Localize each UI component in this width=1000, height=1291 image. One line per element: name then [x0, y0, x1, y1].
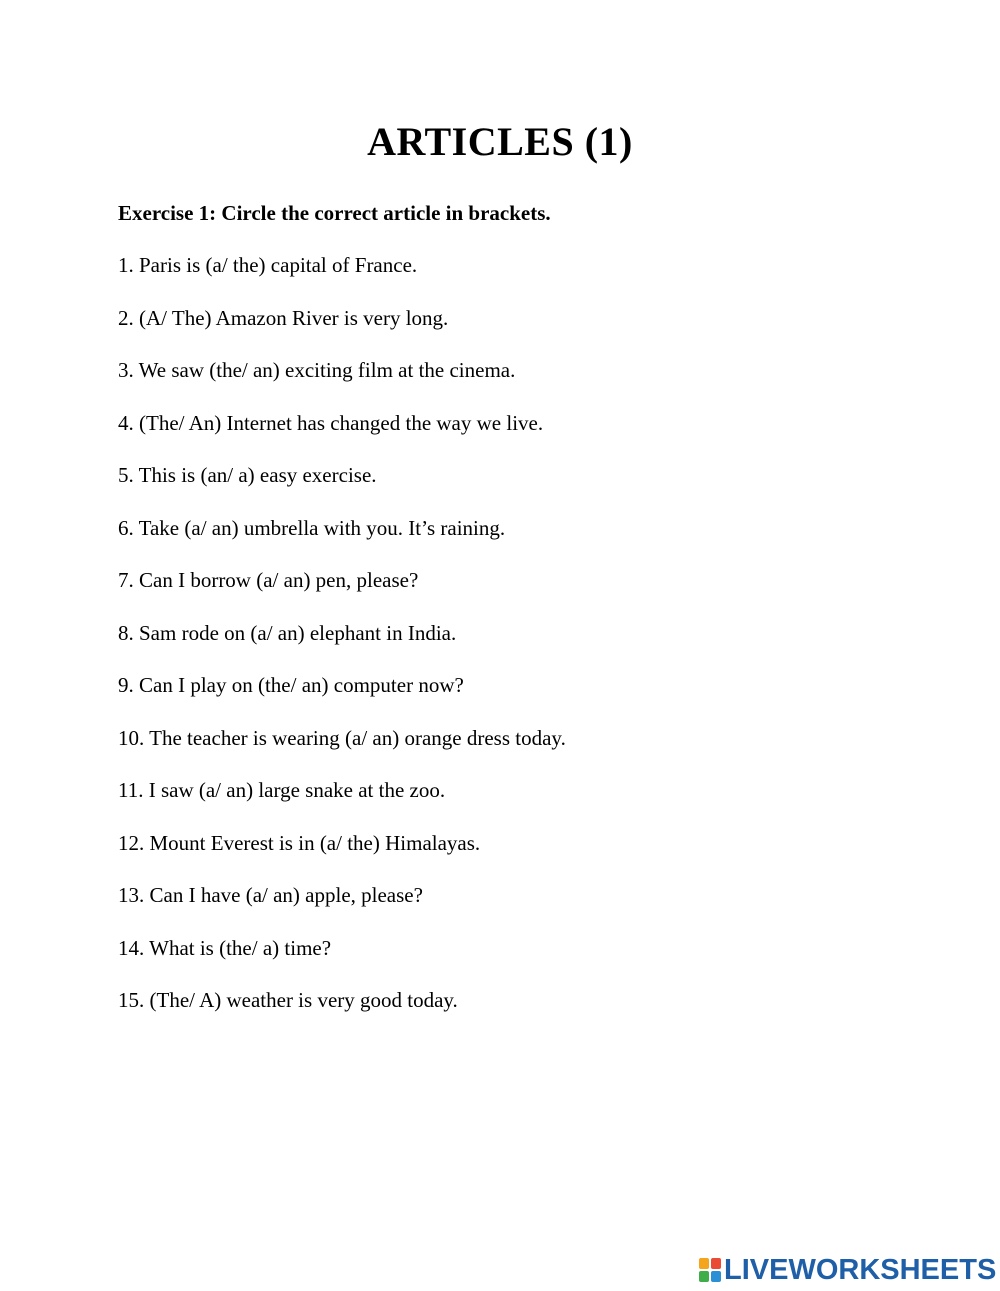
exercise-item: 15. (The/ A) weather is very good today. — [118, 988, 458, 1012]
exercise-item: 2. (A/ The) Amazon River is very long. — [118, 305, 449, 330]
exercise-list — [118, 251, 566, 1039]
liveworksheets-brand — [698, 1253, 996, 1287]
exercise-item: 14. What is (the/ a) time? — [118, 935, 332, 960]
exercise-item: 13. Can I have (a/ an) apple, please? — [118, 883, 423, 907]
exercise-item: 1. Paris is (a/ the) capital of France. — [118, 253, 418, 277]
exercise-instruction: Exercise 1: Circle the correct article in brackets. — [118, 201, 551, 225]
exercise-item: 4. (The/ An) Internet has changed the way we live. — [118, 410, 544, 435]
worksheet-title: ARTICLES (1) — [367, 119, 633, 164]
exercise-item: 9. Can I play on (the/ an) computer now? — [118, 673, 464, 697]
exercise-item: 7. Can I borrow (a/ an) pen, please? — [118, 568, 419, 592]
exercise-item: 11. I saw (a/ an) large snake at the zoo. — [118, 778, 446, 802]
exercise-item: 6. Take (a/ an) umbrella with you. It’s raining. — [118, 515, 506, 540]
exercise-item: 5. This is (an/ a) easy exercise. — [118, 463, 377, 487]
liveworksheets-wordmark: LIVEWORKSHEETS — [724, 1254, 997, 1286]
exercise-item: 12. Mount Everest is in (a/ the) Himalayas. — [118, 830, 481, 855]
exercise-item: 10. The teacher is wearing (a/ an) orange dress today. — [118, 725, 566, 750]
liveworksheets-logo-icon — [698, 1257, 722, 1283]
exercise-item: 8. Sam rode on (a/ an) elephant in India. — [118, 620, 457, 645]
exercise-item: 3. We saw (the/ an) exciting film at the cinema. — [118, 358, 516, 382]
